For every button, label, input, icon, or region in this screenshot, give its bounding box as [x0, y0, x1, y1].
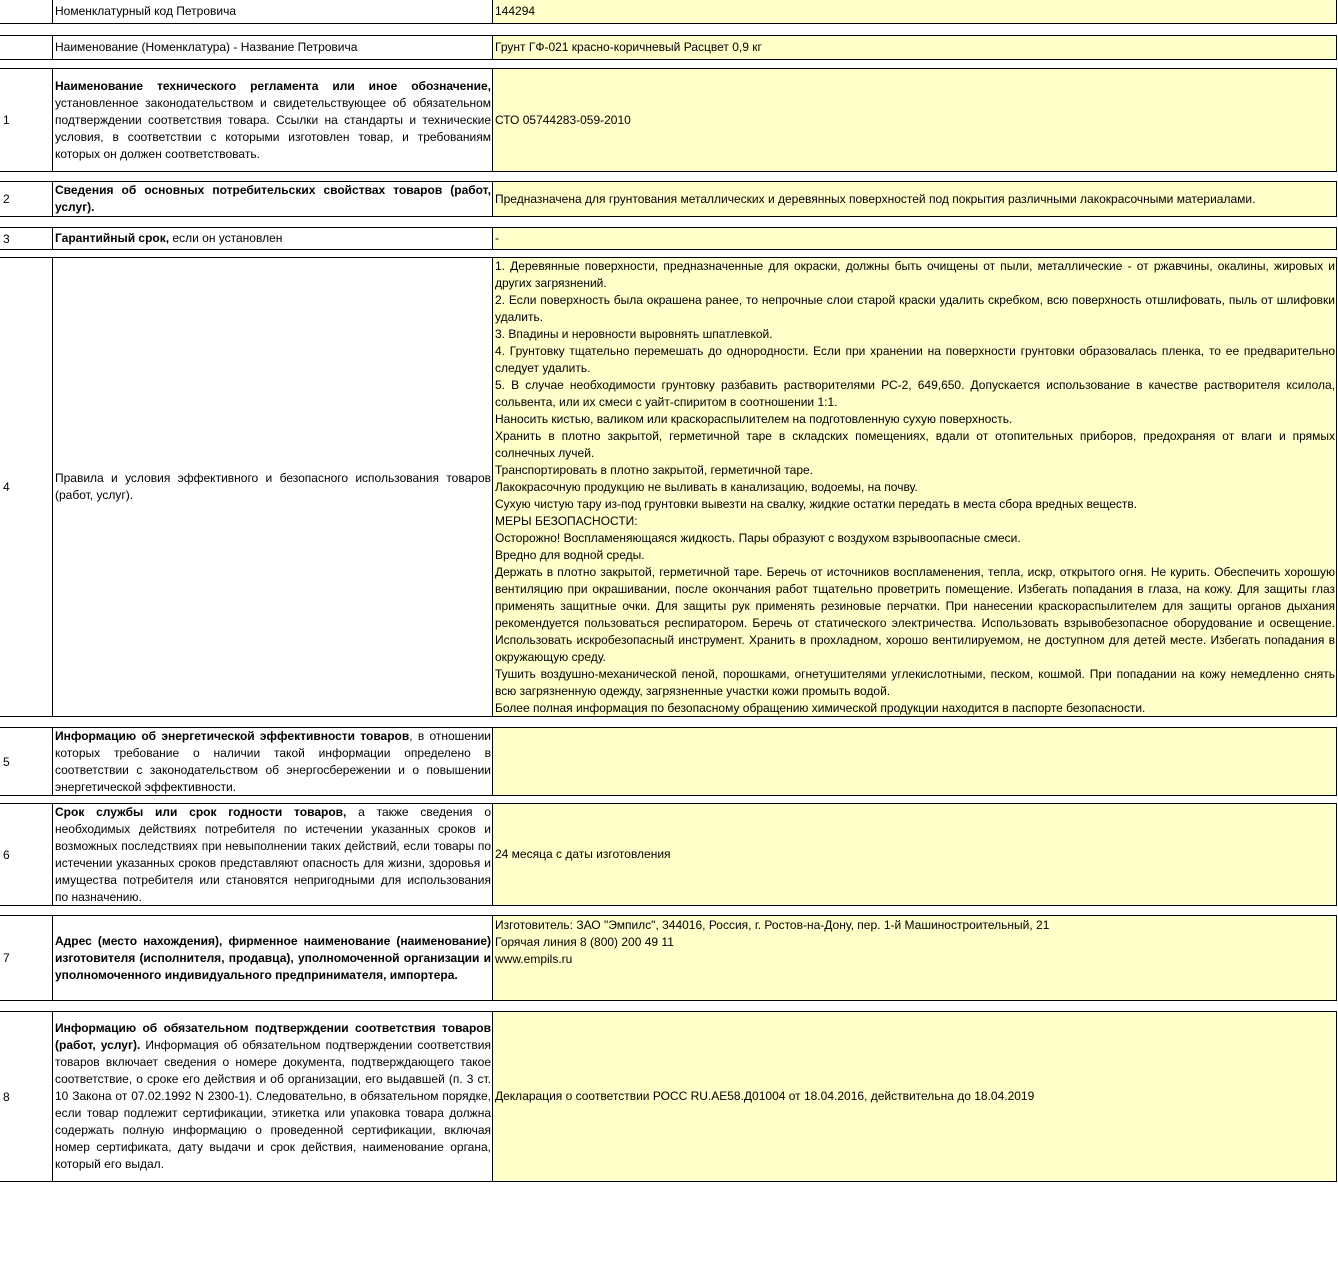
value-line: Тушить воздушно-механической пеной, порошками, огнетушителями углекислотными, песком, кошмой. При попадании на кожу немедленно снять всю загрязненную одежду, загрязненные участки кожи промыть водой.	[495, 667, 1335, 698]
label-rest: если он установлен	[169, 231, 283, 245]
value-text: 24 месяца с даты изготовления	[495, 847, 671, 861]
value-line: 5. В случае необходимости грунтовку разбавить растворителями РС-2, 649,650. Допускается использование в качестве растворителя ксилола, сольвента, или их смеси с уайт-спиритом в соотношении 1:1.	[495, 378, 1335, 409]
label-rest: Информация об обязательном подтверждении соответствия товаров включает сведения о номере документа, подтверждающего такое соответствие, о сроке его действия и об организации, его выдавшей (п. 3 ст. 10 Закона от 07.02.1992 N 2300-1). Следовательно, в обязательном порядке, если товар подлежит сертификации, этикетка или упаковка товара должна содержать полную информацию о проведенной сертификации, включая номер сертификата, дату выдачи и срок действия, наименование органа, который его выдал.	[55, 1038, 491, 1171]
value-cell[interactable]	[492, 257, 1337, 717]
value-line: Наносить кистью, валиком или краскораспылителем на подготовленную сухую поверхность.	[495, 412, 1013, 426]
value-text: СТО 05744283-059-2010	[495, 112, 631, 127]
row-number: 1	[3, 113, 10, 127]
label-cell[interactable]	[52, 727, 493, 796]
table-row	[0, 68, 1337, 172]
row-number-cell[interactable]	[0, 915, 52, 1001]
value-cell[interactable]	[492, 181, 1337, 217]
value-text: 144294	[495, 4, 536, 18]
label-text	[55, 470, 491, 504]
label-cell[interactable]	[52, 181, 493, 217]
value-line: МЕРЫ БЕЗОПАСНОСТИ:	[495, 514, 638, 528]
value-cell[interactable]	[492, 727, 1337, 796]
row-number: 4	[3, 480, 10, 494]
table-row	[0, 227, 1337, 250]
label-rest: Правила и условия эффективного и безопасного использования товаров (работ, услуг).	[55, 471, 491, 502]
row-number-cell[interactable]	[0, 68, 52, 172]
label-cell[interactable]	[52, 35, 493, 60]
value-line: 1. Деревянные поверхности, предназначенные для окраски, должны быть очищены от пыли, металлические - от ржавчины, окалины, жировых и других загрязнений.	[495, 259, 1335, 290]
value-text: Грунт ГФ-021 красно-коричневый Расцвет 0,9 кг	[495, 40, 762, 54]
value-line: 3. Впадины и неровности выровнять шпатлевкой.	[495, 327, 773, 341]
label-text	[55, 728, 491, 796]
table-row	[0, 915, 1337, 1001]
label-text	[55, 1020, 491, 1173]
value-cell[interactable]	[492, 35, 1337, 60]
value-line: Держать в плотно закрытой, герметичной таре. Беречь от источников воспламенения, тепла, искр, открытого огня. Не курить. Обеспечить хорошую вентиляцию при окрашивании, после окончания работ тщательно проветрить помещение. Избегать попадания в глаза, на кожу. Для защиты глаз применять защитные очки. Для защиты рук применять резиновые перчатки. При нанесении краскораспылителем для защиты органов дыхания рекомендуется пользоваться респиратором. Беречь от статического электричества. Использовать взрывобезопасное оборудование и освещение. Использовать искробезопасный инструмент. Хранить в прохладном, хорошо вентилируемом, не доступном для детей месте. Избегать попадания в окружающую среду.	[495, 565, 1335, 664]
value-line: www.empils.ru	[495, 952, 573, 966]
value-cell[interactable]	[492, 915, 1337, 1001]
label-bold: Сведения об основных потребительских свойствах товаров (работ, услуг).	[55, 183, 491, 214]
value-line: 2. Если поверхность была окрашена ранее, то непрочные слои старой краски удалить скребком, всю поверхность отшлифовать, пыль от шлифовки удалить.	[495, 293, 1335, 324]
label-text	[55, 804, 491, 906]
label-text: Номенклатурный код Петровича	[55, 4, 237, 18]
label-cell[interactable]	[52, 257, 493, 717]
label-cell[interactable]	[52, 227, 493, 250]
value-text	[495, 916, 1335, 968]
label-text	[55, 78, 491, 163]
row-number-cell[interactable]	[0, 227, 52, 250]
label-rest: установленное законодательством и свидетельствующее об обязательном подтверждении соответствия товара. Ссылки на стандарты и технические условия, в соответствии с которыми изготовлен товар, и требованиям которых он должен соответствовать.	[55, 95, 491, 161]
row-number: 5	[3, 754, 10, 769]
table-row	[0, 257, 1337, 717]
label-cell[interactable]	[52, 68, 493, 172]
label-bold: Информацию об энергетической эффективности товаров	[55, 728, 410, 743]
header-row-name	[0, 35, 1337, 60]
label-cell[interactable]	[52, 0, 493, 24]
value-line: 4. Грунтовку тщательно перемешать до однородности. Если при хранении на поверхности грунтовки образовалась пленка, то ее предварительно следует удалить.	[495, 344, 1335, 375]
label-cell[interactable]	[52, 915, 493, 1001]
row-number-cell[interactable]	[0, 1011, 52, 1182]
value-line: Лакокрасочную продукцию не выливать в канализацию, водоемы, на почву.	[495, 480, 918, 494]
value-text: Декларация о соответствии РОСС RU.АЕ58.Д01004 от 18.04.2016, действительна до 18.04.2019	[495, 1089, 1035, 1103]
value-text: -	[495, 231, 499, 245]
header-row-code	[0, 0, 1337, 24]
value-line: Хранить в плотно закрытой, герметичной таре в складских помещениях, вдали от отопительных приборов, предохраняя от влаги и прямых солнечных лучей.	[495, 429, 1335, 460]
row-number: 2	[3, 192, 10, 206]
value-line: Горячая линия 8 (800) 200 49 11	[495, 935, 674, 949]
table-row	[0, 727, 1337, 796]
label-text	[55, 230, 491, 247]
value-cell[interactable]	[492, 227, 1337, 250]
row-number-cell[interactable]	[0, 257, 52, 717]
label-text	[55, 182, 491, 216]
row-number-cell[interactable]	[0, 803, 52, 906]
value-line: Вредно для водной среды.	[495, 548, 645, 562]
table-row	[0, 1011, 1337, 1182]
label-bold: Адрес (место нахождения), фирменное наименование (наименование) изготовителя (исполнителя, продавца), уполномоченной организации и уполномоченного индивидуального предпринимателя, импортера.	[55, 933, 491, 982]
label-cell[interactable]	[52, 1011, 493, 1182]
label-text	[55, 933, 491, 984]
row-number-cell[interactable]	[0, 35, 52, 60]
row-number-cell[interactable]	[0, 0, 52, 24]
value-cell[interactable]	[492, 68, 1337, 172]
value-line: Осторожно! Воспламеняющаяся жидкость. Пары образуют с воздухом взрывоопасные смеси.	[495, 531, 1021, 545]
label-cell[interactable]	[52, 803, 493, 906]
value-cell[interactable]	[492, 0, 1337, 24]
label-bold: Информацию об обязательном подтверждении соответствия товаров (работ, услуг).	[55, 1021, 491, 1052]
row-number: 7	[3, 951, 10, 965]
table-row	[0, 181, 1337, 217]
label-bold: Срок службы или срок годности товаров,	[55, 804, 347, 819]
label-text: Наименование (Номенклатура) - Название Петровича	[55, 40, 358, 54]
value-line: Сухую чистую тару из-под грунтовки вывезти на свалку, жидкие остатки передать в места сбора вредных веществ.	[495, 497, 1138, 511]
label-bold: Гарантийный срок,	[55, 231, 170, 245]
value-text	[495, 258, 1335, 717]
value-line: Более полная информация по безопасному обращению химической продукции находится в паспорте безопасности.	[495, 701, 1146, 715]
value-line: Транспортировать в плотно закрытой, герметичной таре.	[495, 463, 813, 477]
value-text: Предназначена для грунтования металлических и деревянных поверхностей под покрытия различными лакокрасочными материалами.	[495, 191, 1256, 206]
table-row	[0, 803, 1337, 906]
value-line: Изготовитель: ЗАО "Эмпилс", 344016, Россия, г. Ростов-на-Дону, пер. 1-й Машиностроительный, 21	[495, 918, 1050, 932]
row-number-cell[interactable]	[0, 727, 52, 796]
row-number: 8	[3, 1089, 10, 1104]
label-rest: , в отношении которых требование о наличии такой информации определено в соответствии с законодательством об энергосбережении и о повышении энергетической эффективности.	[55, 728, 492, 794]
row-number: 3	[3, 231, 10, 246]
value-cell[interactable]	[492, 803, 1337, 906]
row-number-cell[interactable]	[0, 181, 52, 217]
label-bold: Наименование технического регламента или иное обозначение,	[55, 78, 491, 93]
row-number: 6	[3, 847, 10, 862]
label-rest: а также сведения о необходимых действиях потребителя по истечении указанных сроков и возможных последствиях при невыполнении таких действий, если товары по истечении указанных сроков представляют опасность для жизни, здоровья и имущества потребителя или становятся непригодными для использования по назначению.	[55, 804, 491, 904]
value-cell[interactable]	[492, 1011, 1337, 1182]
